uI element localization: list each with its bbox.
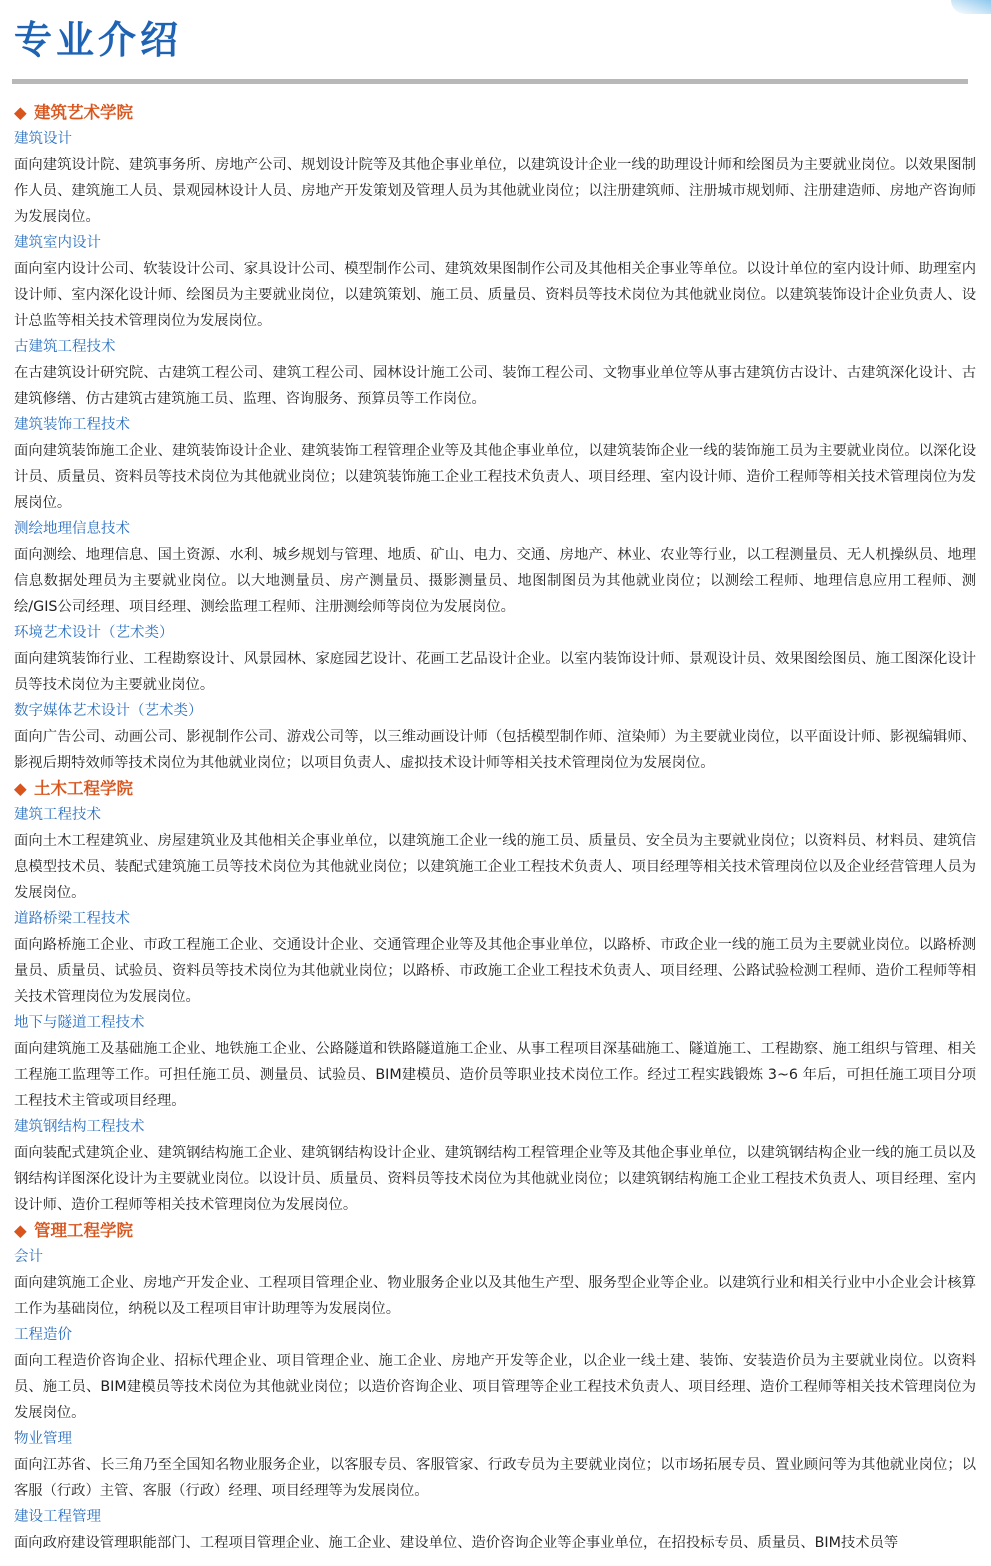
major-description: 面向土木工程建筑业、房屋建筑业及其他相关企事业单位，以建筑施工企业一线的施工员、质量员、安全员为主要就业岗位；以资料员、材料员、建筑信息模型技术员、装配式建筑施工员等技术岗位为其他就业岗位；以建筑施工企业工程技术负责人、项目经理等相关技术管理岗位以及企业经营管理人员为发展岗位。: [14, 833, 976, 901]
major-description: 在古建筑设计研究院、古建筑工程公司、建筑工程公司、园林设计施工公司、装饰工程公司、文物事业单位等从事古建筑仿古设计、古建筑深化设计、古建筑修缮、仿古建筑古建筑施工员、监理、咨询服务、预算员等工作岗位。: [14, 365, 976, 407]
major-description: 面向建筑设计院、建筑事务所、房地产公司、规划设计院等及其他企事业单位，以建筑设计企业一线的助理设计师和绘图员为主要就业岗位。以效果图制作人员、建筑施工人员、景观园林设计人员、房地产开发策划及管理人员为其他就业岗位；以注册建筑师、注册城市规划师、注册建造师、房地产咨询师为发展岗位。: [14, 157, 976, 225]
major-description: 面向政府建设管理职能部门、工程项目管理企业、施工企业、建设单位、造价咨询企业等企事业单位，在招投标专员、质量员、BIM技术员等: [14, 1535, 899, 1551]
college-name: 管理工程学院: [34, 1221, 133, 1240]
page-title: 专业介绍: [14, 18, 183, 62]
major-name: 建筑装饰工程技术: [14, 417, 130, 433]
major-name: 会计: [14, 1249, 43, 1265]
major-description: 面向广告公司、动画公司、影视制作公司、游戏公司等，以三维动画设计师（包括模型制作师、渲染师）为主要就业岗位，以平面设计师、影视编辑师、影视后期特效师等技术岗位为其他就业岗位；以项目负责人、虚拟技术设计师等相关技术管理岗位为发展岗位。: [14, 729, 976, 771]
college-heading: [14, 100, 976, 126]
major-name: 建筑钢结构工程技术: [14, 1119, 145, 1135]
major-name: 建筑室内设计: [14, 235, 101, 251]
major-description: 面向测绘、地理信息、国土资源、水利、城乡规划与管理、地质、矿山、电力、交通、房地产、林业、农业等行业，以工程测量员、无人机操纵员、地理信息数据处理员为主要就业岗位。以大地测量员、房产测量员、摄影测量员、地图制图员为其他就业岗位；以测绘工程师、地理信息应用工程师、测绘/GIS公司经理、项目经理、测绘监理工程师、注册测绘师等岗位为发展岗位。: [14, 547, 976, 615]
major-name: 数字媒体艺术设计（艺术类）: [14, 703, 203, 719]
major-list: [14, 100, 976, 1556]
major-description: 面向建筑施工及基础施工企业、地铁施工企业、公路隧道和铁路隧道施工企业、从事工程项目深基础施工、隧道施工、工程勘察、施工组织与管理、相关工程施工监理等工作。可担任施工员、测量员、试验员、BIM建模员、造价员等职业技术岗位工作。经过工程实践锻炼 3~6 年后，可担任施工项目分项工程技术主管或项目经理。: [14, 1041, 976, 1109]
diamond-bullet-icon: ◆: [14, 1221, 27, 1240]
corner-decoration: [951, 0, 991, 14]
college-name: 土木工程学院: [34, 779, 133, 798]
major-description: 面向建筑装饰行业、工程勘察设计、风景园林、家庭园艺设计、花画工艺品设计企业。以室内装饰设计师、景观设计员、效果图绘图员、施工图深化设计员等技术岗位为主要就业岗位。: [14, 651, 976, 693]
major-description: 面向室内设计公司、软装设计公司、家具设计公司、模型制作公司、建筑效果图制作公司及其他相关企事业等单位。以设计单位的室内设计师、助理室内设计师、室内深化设计师、绘图员为主要就业岗位，以建筑策划、施工员、质量员、资料员等技术岗位为其他就业岗位。以建筑装饰设计企业负责人、设计总监等相关技术管理岗位为发展岗位。: [14, 261, 976, 329]
diamond-bullet-icon: ◆: [14, 779, 27, 798]
major-name: 地下与隧道工程技术: [14, 1015, 145, 1031]
major-description: 面向装配式建筑企业、建筑钢结构施工企业、建筑钢结构设计企业、建筑钢结构工程管理企业等及其他企事业单位，以建筑钢结构企业一线的施工员以及钢结构详图深化设计为主要就业岗位。以设计员、质量员、资料员等技术岗位为其他就业岗位；以建筑钢结构施工企业工程技术负责人、项目经理、室内设计师、造价工程师等相关技术管理岗位为发展岗位。: [14, 1145, 976, 1213]
major-description: 面向路桥施工企业、市政工程施工企业、交通设计企业、交通管理企业等及其他企事业单位，以路桥、市政企业一线的施工员为主要就业岗位。以路桥测量员、质量员、试验员、资料员等技术岗位为其他就业岗位；以路桥、市政施工企业工程技术负责人、项目经理、公路试验检测工程师、造价工程师等相关技术管理岗位为发展岗位。: [14, 937, 976, 1005]
title-divider: [12, 79, 968, 84]
diamond-bullet-icon: ◆: [14, 103, 27, 122]
college-heading: [14, 776, 976, 802]
major-description: 面向江苏省、长三角乃至全国知名物业服务企业，以客服专员、客服管家、行政专员为主要就业岗位；以市场拓展专员、置业顾问等为其他就业岗位；以客服（行政）主管、客服（行政）经理、项目经理等为发展岗位。: [14, 1457, 976, 1499]
major-name: 测绘地理信息技术: [14, 521, 130, 537]
major-name: 工程造价: [14, 1327, 72, 1343]
college-name: 建筑艺术学院: [34, 103, 133, 122]
major-name: 物业管理: [14, 1431, 72, 1447]
major-description: 面向建筑施工企业、房地产开发企业、工程项目管理企业、物业服务企业以及其他生产型、服务型企业等企业。以建筑行业和相关行业中小企业会计核算工作为基础岗位，纳税以及工程项目审计助理等为发展岗位。: [14, 1275, 976, 1317]
major-description: 面向建筑装饰施工企业、建筑装饰设计企业、建筑装饰工程管理企业等及其他企事业单位，以建筑装饰企业一线的装饰施工员为主要就业岗位。以深化设计员、质量员、资料员等技术岗位为其他就业岗位；以建筑装饰施工企业工程技术负责人、项目经理、室内设计师、造价工程师等相关技术管理岗位为发展岗位。: [14, 443, 976, 511]
major-name: 建设工程管理: [14, 1509, 101, 1525]
major-name: 建筑设计: [14, 131, 72, 147]
major-name: 环境艺术设计（艺术类）: [14, 625, 174, 641]
major-name: 古建筑工程技术: [14, 339, 116, 355]
college-heading: [14, 1218, 976, 1244]
major-name: 建筑工程技术: [14, 807, 101, 823]
major-name: 道路桥梁工程技术: [14, 911, 130, 927]
major-description: 面向工程造价咨询企业、招标代理企业、项目管理企业、施工企业、房地产开发等企业，以企业一线土建、装饰、安装造价员为主要就业岗位。以资料员、施工员、BIM建模员等技术岗位为其他就业岗位；以造价咨询企业、项目管理等企业工程技术负责人、项目经理、造价工程师等相关技术管理岗位为发展岗位。: [14, 1353, 976, 1421]
